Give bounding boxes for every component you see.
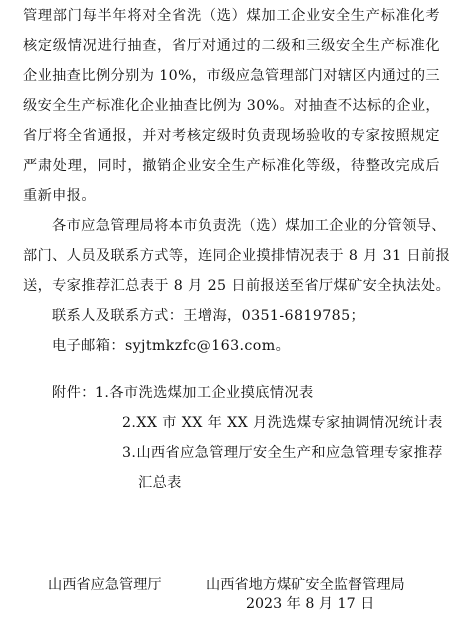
paragraph1-line-1: 管理部门每半年将对全省洗（选）煤加工企业安全生产标准化考: [23, 8, 440, 24]
attachment-item-3-line-2: 汇总表: [138, 475, 182, 491]
paragraph1-line-3: 企业抽查比例分别为 10%，市级应急管理部门对辖区内通过的三: [23, 68, 440, 84]
paragraph1-line-2: 核定级情况进行抽查，省厅对通过的二级和三级安全生产标准化: [23, 38, 440, 54]
paragraph2-line-1: 各市应急管理局将本市负责洗（选）煤加工企业的分管领导、: [52, 218, 446, 234]
contact-email: 电子邮箱：syjtmkzfc@163.com。: [52, 338, 291, 354]
paragraph2-line-2: 部门、人员及联系方式等，连同企业摸排情况表于 8 月 31 日前报: [23, 248, 451, 264]
signature-org-1: 山西省应急管理厅: [48, 577, 162, 593]
signature-date: 2023 年 8 月 17 日: [246, 596, 375, 612]
paragraph2-line-3: 送，专家推荐汇总表于 8 月 25 日前报送至省厅煤矿安全执法处。: [23, 278, 451, 294]
attachment-item-1: 1.各市洗选煤加工企业摸底情况表: [95, 385, 314, 401]
paragraph1-line-4: 级安全生产标准化企业抽查比例为 30%。对抽查不达标的企业，: [23, 98, 440, 114]
paragraph1-line-5: 省厅将全省通报，并对考核定级时负责现场验收的专家按照规定: [23, 128, 440, 144]
contact-person: 联系人及联系方式：王增海，0351-6819785；: [52, 308, 366, 324]
signature-org-2: 山西省地方煤矿安全监督管理局: [206, 577, 405, 593]
attachment-item-3-line-1: 3.山西省应急管理厅安全生产和应急管理专家推荐: [122, 445, 443, 461]
attachments-label: 附件：: [52, 385, 96, 401]
paragraph1-line-7: 重新申报。: [23, 188, 96, 204]
attachment-item-2: 2.XX 市 XX 年 XX 月洗选煤专家抽调情况统计表: [122, 415, 443, 431]
paragraph1-line-6: 严肃处理，同时，撤销企业安全生产标准化等级，待整改完成后: [23, 158, 440, 174]
